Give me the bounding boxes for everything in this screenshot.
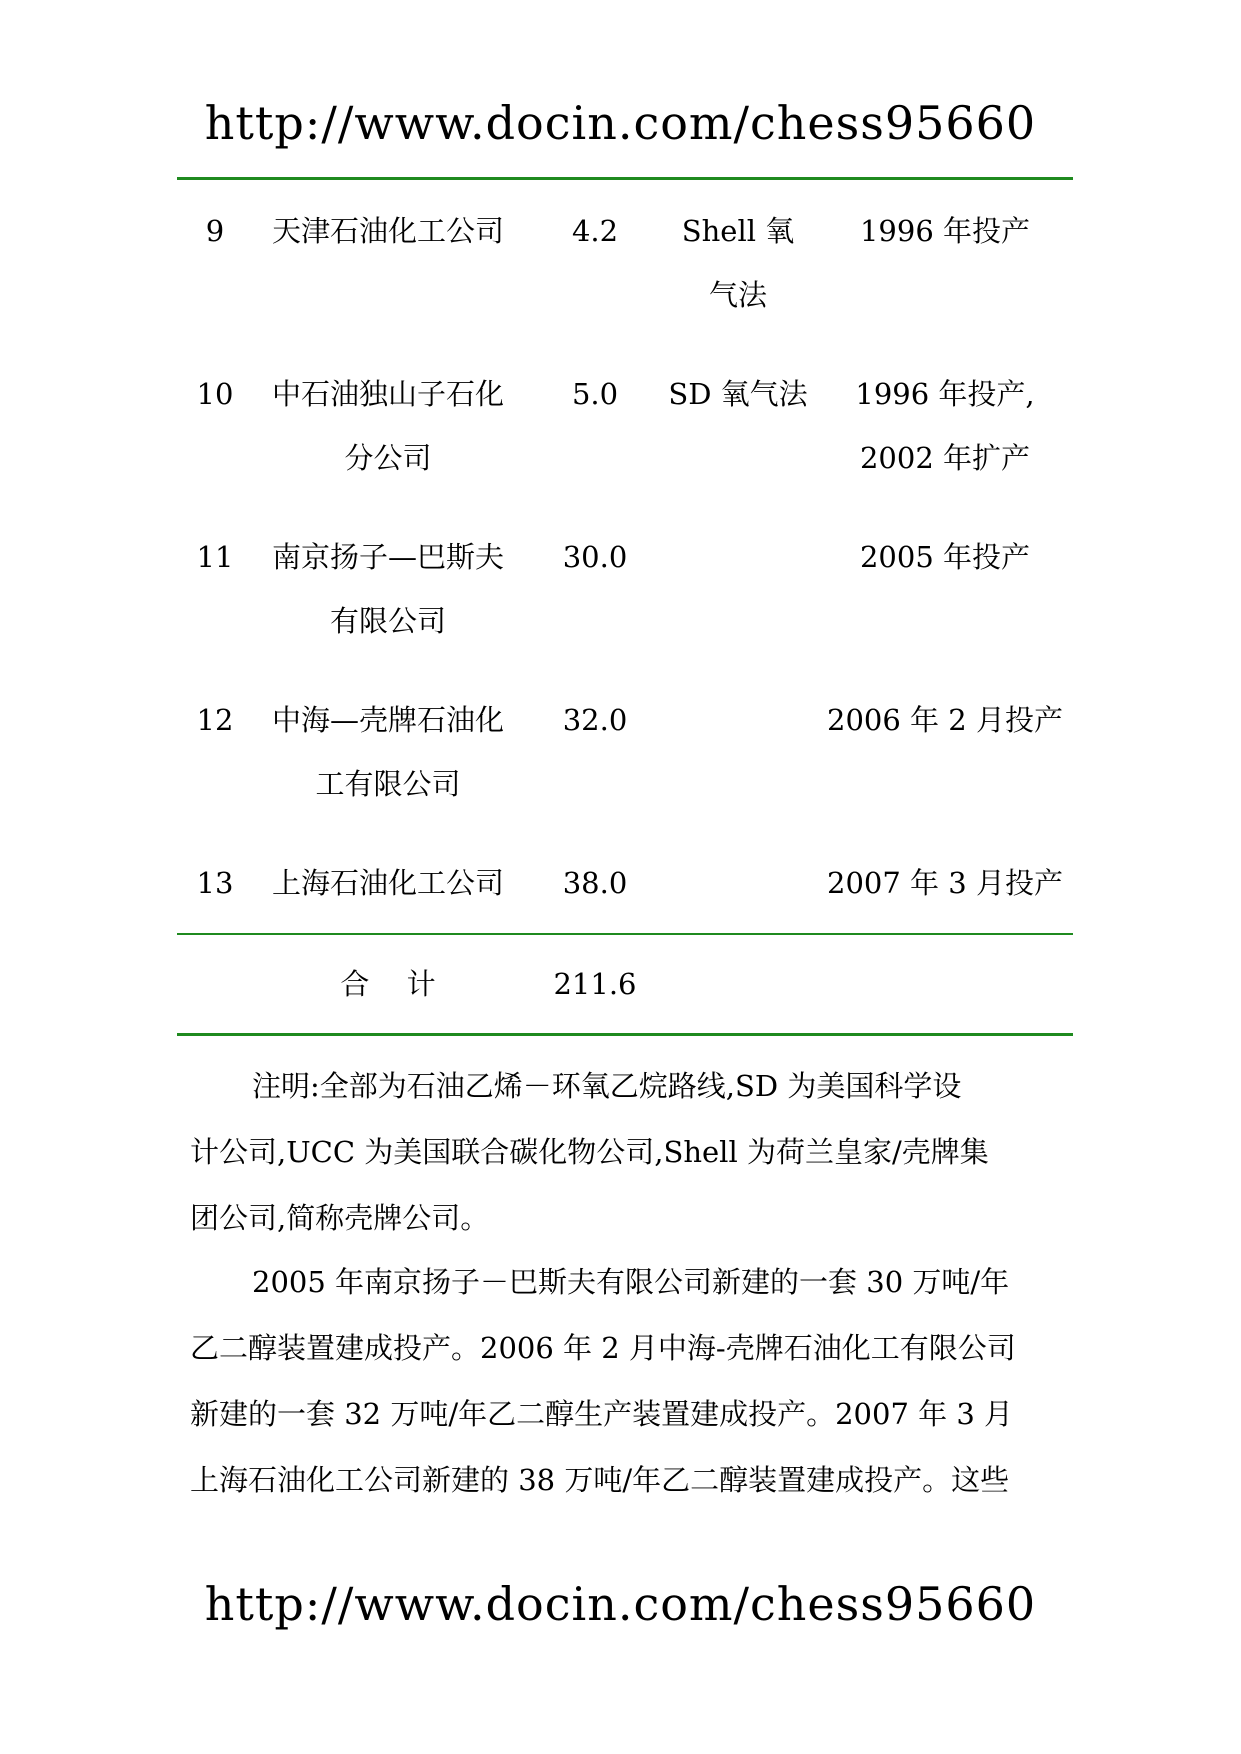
header-url: http://www.docin.com/chess95660 bbox=[204, 96, 1037, 150]
technology: SD 氧气法 bbox=[668, 377, 808, 411]
body-paragraph bbox=[190, 1249, 1070, 1513]
capacity-value: 30.0 bbox=[562, 540, 628, 574]
row-number: 13 bbox=[196, 866, 234, 900]
row-number: 12 bbox=[196, 703, 234, 737]
note-line: 团公司,简称壳牌公司。 bbox=[190, 1201, 490, 1235]
capacity-value: 4.2 bbox=[571, 214, 619, 248]
company-name: 中石油独山子石化 bbox=[271, 377, 504, 411]
company-name: 中海—壳牌石油化 bbox=[271, 703, 504, 737]
row-number: 9 bbox=[205, 214, 225, 248]
capacity-value: 5.0 bbox=[571, 377, 619, 411]
body-line: 上海石油化工公司新建的 38 万吨/年乙二醇装置建成投产。这些 bbox=[190, 1463, 1010, 1497]
table-bottom-rule bbox=[177, 1033, 1073, 1036]
company-name: 南京扬子—巴斯夫 bbox=[271, 540, 504, 574]
body-line: 新建的一套 32 万吨/年乙二醇生产装置建成投产。2007 年 3 月 bbox=[190, 1397, 1014, 1431]
company-name: 上海石油化工公司 bbox=[271, 866, 504, 900]
company-name: 分公司 bbox=[344, 441, 432, 475]
row-number: 11 bbox=[196, 540, 234, 574]
body-line: 2005 年南京扬子－巴斯夫有限公司新建的一套 30 万吨/年 bbox=[252, 1265, 1010, 1299]
table-total-rule bbox=[177, 933, 1073, 935]
note-line: 注明:全部为石油乙烯－环氧乙烷路线,SD 为美国科学设 bbox=[252, 1069, 962, 1103]
production-year: 2006 年 2 月投产 bbox=[827, 703, 1063, 737]
company-name: 工有限公司 bbox=[315, 767, 461, 801]
table-top-rule bbox=[177, 177, 1073, 180]
capacity-value: 38.0 bbox=[562, 866, 628, 900]
company-name: 天津石油化工公司 bbox=[271, 214, 504, 248]
production-year: 2002 年扩产 bbox=[859, 441, 1031, 475]
technology: Shell 氧 bbox=[681, 214, 795, 248]
company-name: 有限公司 bbox=[329, 604, 446, 638]
production-year: 1996 年投产, bbox=[855, 377, 1035, 411]
technology: 气法 bbox=[708, 278, 767, 312]
capacity-value: 32.0 bbox=[562, 703, 628, 737]
note-line: 计公司,UCC 为美国联合碳化物公司,Shell 为荷兰皇家/壳牌集 bbox=[190, 1135, 989, 1169]
production-year: 2007 年 3 月投产 bbox=[827, 866, 1063, 900]
production-year: 1996 年投产 bbox=[859, 214, 1031, 248]
body-line: 乙二醇装置建成投产。2006 年 2 月中海-壳牌石油化工有限公司 bbox=[190, 1331, 1016, 1365]
total-label: 合 计 bbox=[340, 967, 436, 1001]
total-value: 211.6 bbox=[553, 967, 637, 1001]
row-number: 10 bbox=[196, 377, 234, 411]
note-paragraph bbox=[190, 1053, 1070, 1251]
footer-url: http://www.docin.com/chess95660 bbox=[204, 1577, 1037, 1631]
production-year: 2005 年投产 bbox=[859, 540, 1031, 574]
